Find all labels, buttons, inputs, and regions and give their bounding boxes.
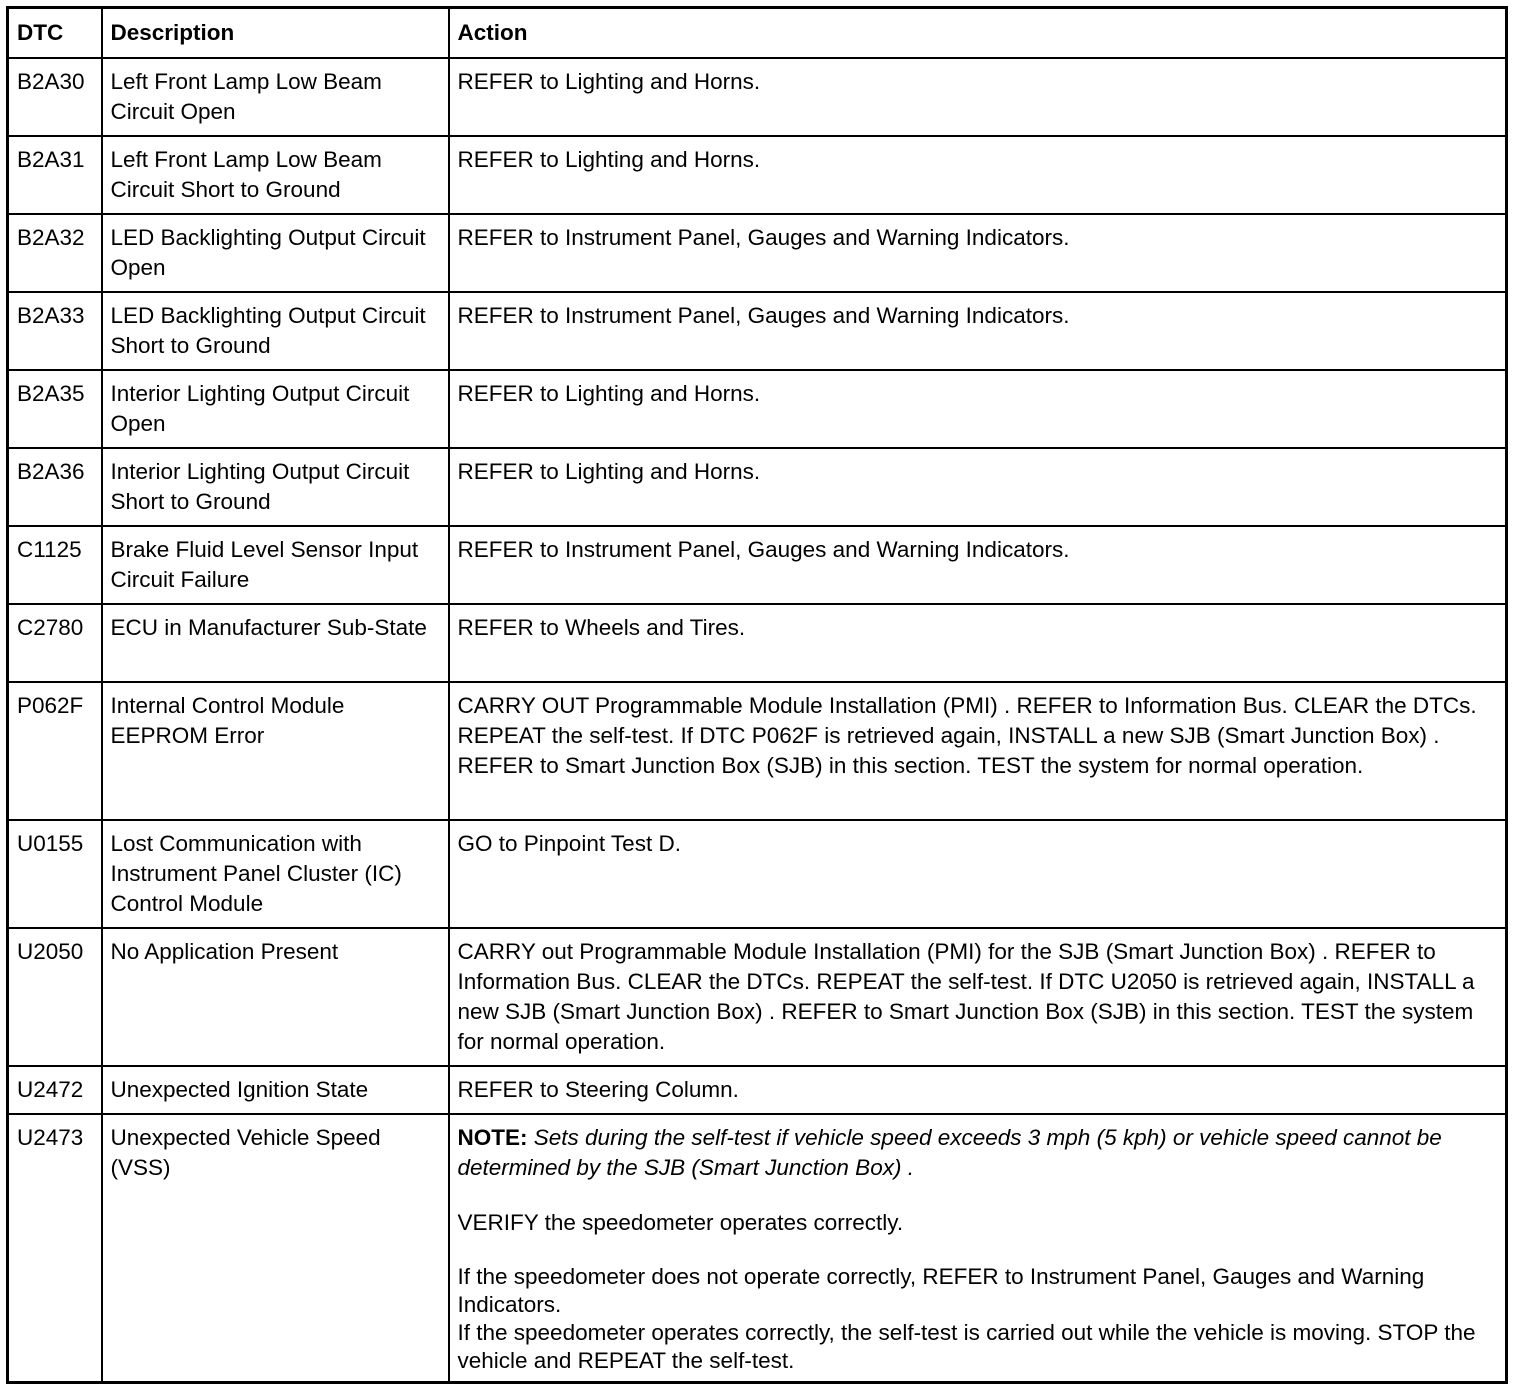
dtc-description: Lost Communication with Instrument Panel Cluster (IC) Control Module [102,820,449,928]
table-row [8,820,1507,928]
header-dtc: DTC [8,8,102,59]
dtc-description: Left Front Lamp Low Beam Circuit Short to Ground [102,136,449,214]
dtc-code: B2A35 [8,370,102,448]
header-row [8,8,1507,59]
table-row [8,1066,1507,1114]
dtc-description: Internal Control Module EEPROM Error [102,682,449,820]
if-not-correct-instruction: If the speedometer does not operate correctly, REFER to Instrument Panel, Gauges and Warning Indicators. [457,1264,1425,1317]
table-row [8,928,1507,1066]
dtc-description: Interior Lighting Output Circuit Short to Ground [102,448,449,526]
dtc-code: B2A32 [8,214,102,292]
dtc-action: REFER to Lighting and Horns. [449,370,1507,448]
dtc-action: REFER to Instrument Panel, Gauges and Warning Indicators. [449,214,1507,292]
header-description: Description [102,8,449,59]
dtc-code: U2472 [8,1066,102,1114]
dtc-code: U2050 [8,928,102,1066]
dtc-description: LED Backlighting Output Circuit Open [102,214,449,292]
dtc-code: B2A30 [8,58,102,136]
dtc-description: Interior Lighting Output Circuit Open [102,370,449,448]
dtc-action: REFER to Lighting and Horns. [449,136,1507,214]
header-action: Action [449,8,1507,59]
dtc-code: C2780 [8,604,102,682]
dtc-action: CARRY out Programmable Module Installation (PMI) for the SJB (Smart Junction Box) . REFER to Information Bus. CLEAR the DTCs. REPEAT the self-test. If DTC U2050 is retrieved again, INSTALL a new SJB (Smart Junction Box) . REFER to Smart Junction Box (SJB) in this section. TEST the system for normal operation. [449,928,1507,1066]
dtc-description: Unexpected Ignition State [102,1066,449,1114]
table-row [8,526,1507,604]
table-row [8,214,1507,292]
dtc-code: B2A31 [8,136,102,214]
dtc-action: CARRY OUT Programmable Module Installation (PMI) . REFER to Information Bus. CLEAR the DTCs. REPEAT the self-test. If DTC P062F is retrieved again, INSTALL a new SJB (Smart Junction Box) . REFER to Smart Junction Box (SJB) in this section. TEST the system for normal operation. [449,682,1507,820]
table-row [8,370,1507,448]
dtc-code: B2A36 [8,448,102,526]
table-row [8,58,1507,136]
dtc-description: Unexpected Vehicle Speed (VSS) [102,1114,449,1383]
note-text: Sets during the self-test if vehicle speed exceeds 3 mph (5 kph) or vehicle speed cannot be determined by the SJB (Smart Junction Box) . [457,1125,1442,1180]
note-label: NOTE: [457,1125,528,1150]
dtc-code: U0155 [8,820,102,928]
dtc-action: REFER to Lighting and Horns. [449,58,1507,136]
table-row [8,136,1507,214]
dtc-action: REFER to Instrument Panel, Gauges and Warning Indicators. [449,526,1507,604]
table-row [8,1114,1507,1383]
table-row [8,448,1507,526]
dtc-code: P062F [8,682,102,820]
dtc-action: REFER to Wheels and Tires. [449,604,1507,682]
dtc-code: C1125 [8,526,102,604]
dtc-action [449,1114,1507,1383]
dtc-action: REFER to Lighting and Horns. [449,448,1507,526]
dtc-code: U2473 [8,1114,102,1383]
table-row [8,682,1507,820]
dtc-description: No Application Present [102,928,449,1066]
dtc-description: Left Front Lamp Low Beam Circuit Open [102,58,449,136]
dtc-code: B2A33 [8,292,102,370]
dtc-description: Brake Fluid Level Sensor Input Circuit Failure [102,526,449,604]
verify-instruction: VERIFY the speedometer operates correctly. [457,1210,904,1235]
dtc-table [6,6,1508,1384]
dtc-description: ECU in Manufacturer Sub-State [102,604,449,682]
table-row [8,604,1507,682]
dtc-action: REFER to Steering Column. [449,1066,1507,1114]
table-row [8,292,1507,370]
note-paragraph [458,1123,1499,1183]
if-correct-instruction: If the speedometer operates correctly, the self-test is carried out while the vehicle is moving. STOP the vehicle and REPEAT the self-test. [457,1320,1476,1373]
dtc-description: LED Backlighting Output Circuit Short to Ground [102,292,449,370]
dtc-action: REFER to Instrument Panel, Gauges and Warning Indicators. [449,292,1507,370]
dtc-action: GO to Pinpoint Test D. [449,820,1507,928]
